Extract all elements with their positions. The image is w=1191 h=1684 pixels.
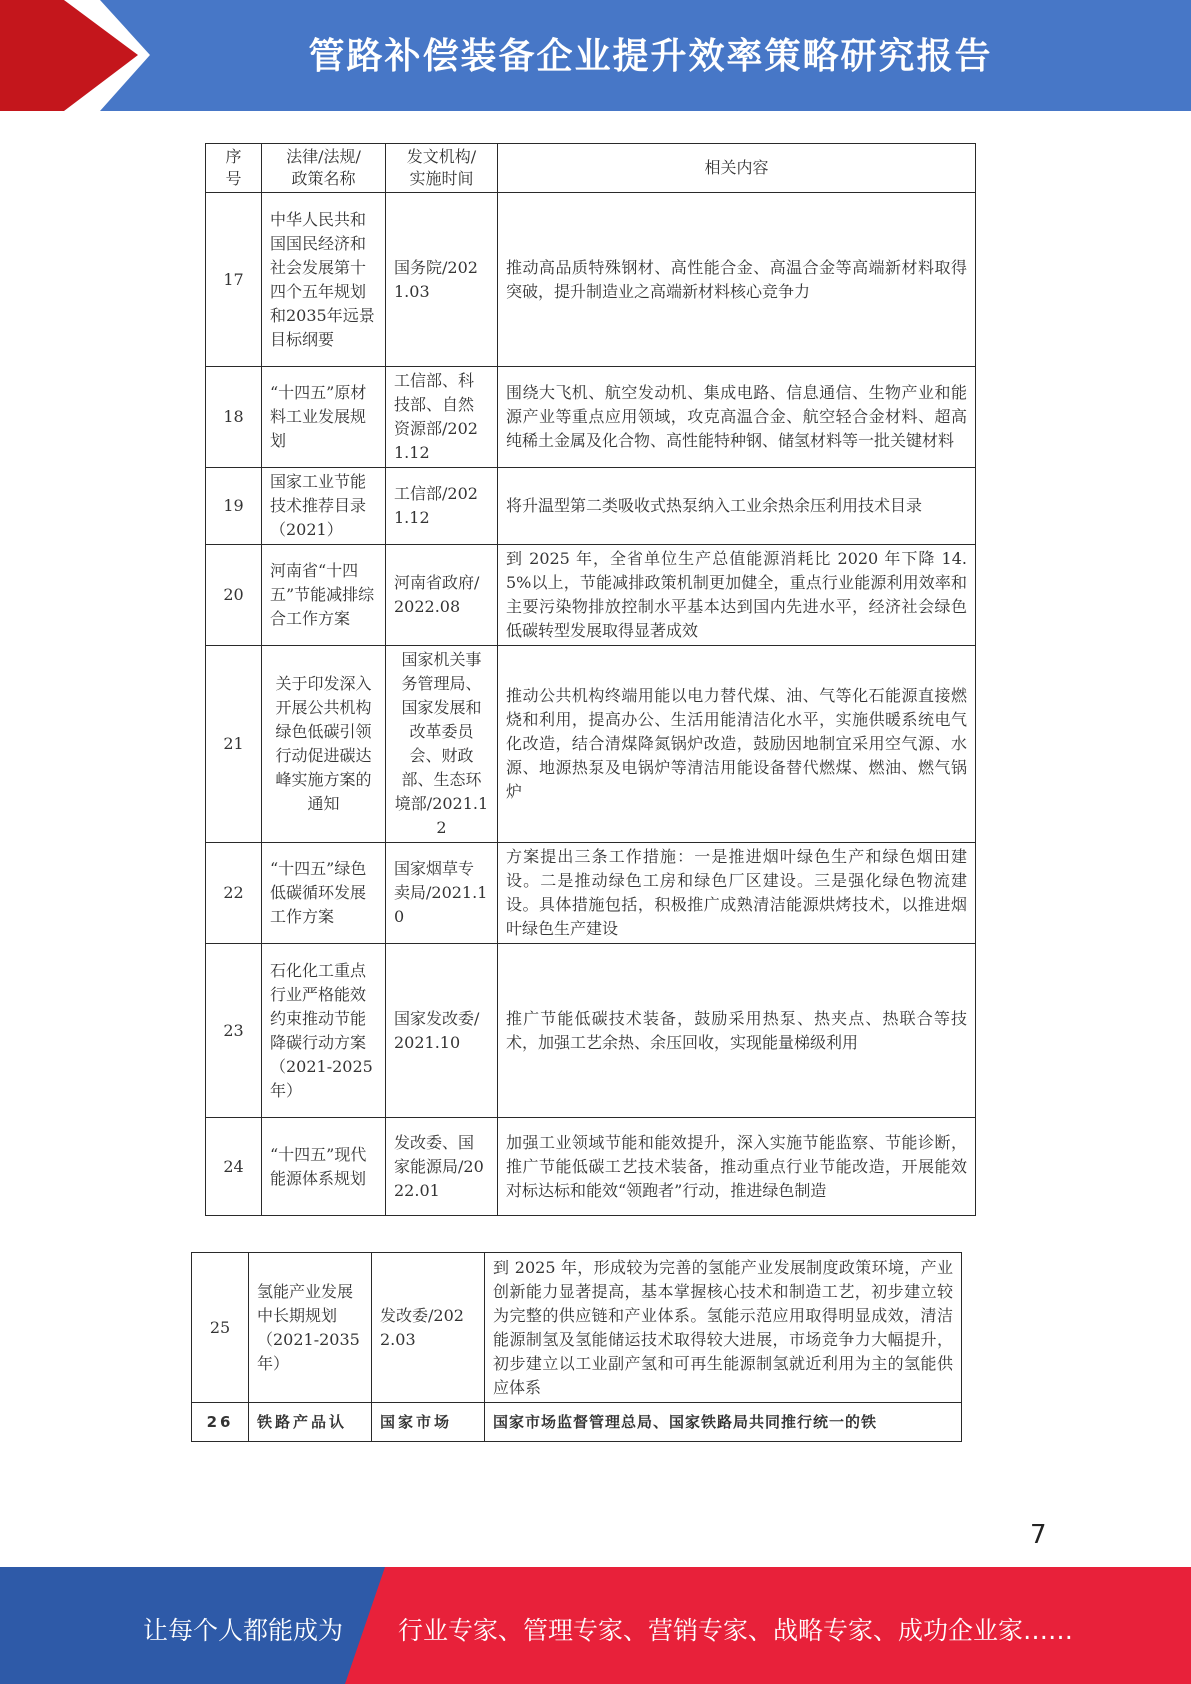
row-num: 19 (206, 468, 262, 545)
row-content: 推广节能低碳技术装备，鼓励采用热泵、热夹点、热联合等技术，加强工艺余热、余压回收，实现能量梯级利用 (498, 944, 976, 1118)
table-header-row (206, 144, 976, 193)
row-num: 17 (206, 193, 262, 367)
row-org: 国家烟草专卖局/2021.10 (386, 843, 498, 944)
report-header (0, 0, 1191, 111)
row-name: “十四五”原材料工业发展规划 (262, 367, 386, 468)
table-row (206, 468, 976, 545)
row-name: “十四五”绿色低碳循环发展工作方案 (262, 843, 386, 944)
table-row (206, 944, 976, 1118)
policy-table (205, 143, 976, 1216)
row-num: 18 (206, 367, 262, 468)
row-num: 20 (206, 545, 262, 646)
row-name: 氢能产业发展中长期规划（2021-2035年） (249, 1253, 372, 1403)
row-name: 石化化工重点行业严格能效约束推动节能降碳行动方案（2021-2025年） (262, 944, 386, 1118)
table-row (192, 1403, 962, 1442)
row-org: 国家发改委/2021.10 (386, 944, 498, 1118)
row-content: 方案提出三条工作措施：一是推进烟叶绿色生产和绿色烟田建设。二是推动绿色工房和绿色厂区建设。三是强化绿色物流建设。具体措施包括，积极推广成熟清洁能源烘烤技术，以推进烟叶绿色生产建设 (498, 843, 976, 944)
table-row (206, 646, 976, 843)
table-row (206, 843, 976, 944)
row-num: 21 (206, 646, 262, 843)
row-name: “十四五”现代能源体系规划 (262, 1118, 386, 1216)
row-num: 25 (192, 1253, 249, 1403)
row-org: 发改委、国家能源局/2022.01 (386, 1118, 498, 1216)
row-org: 国家市场 (372, 1403, 485, 1442)
row-num: 26 (192, 1403, 249, 1442)
row-org: 河南省政府/2022.08 (386, 545, 498, 646)
row-content: 加强工业领域节能和能效提升，深入实施节能监察、节能诊断，推广节能低碳工艺技术装备，推动重点行业节能改造，开展能效对标达标和能效“领跑者”行动，推进绿色制造 (498, 1118, 976, 1216)
row-num: 23 (206, 944, 262, 1118)
row-org: 工信部/2021.12 (386, 468, 498, 545)
header-org: 发文机构/ 实施时间 (386, 144, 498, 193)
table-row (206, 545, 976, 646)
chevron-logo-icon (0, 0, 160, 111)
row-name: 国家工业节能技术推荐目录（2021） (262, 468, 386, 545)
row-content: 国家市场监督管理总局、国家铁路局共同推行统一的铁 (485, 1403, 962, 1442)
row-name: 中华人民共和国国民经济和社会发展第十四个五年规划和2035年远景目标纲要 (262, 193, 386, 367)
table-row (206, 193, 976, 367)
footer-banner (0, 1567, 1191, 1684)
row-content: 推动高品质特殊钢材、高性能合金、高温合金等高端新材料取得突破，提升制造业之高端新材料核心竞争力 (498, 193, 976, 367)
row-num: 24 (206, 1118, 262, 1216)
row-org: 国家机关事务管理局、国家发展和改革委员会、财政部、生态环境部/2021.12 (386, 646, 498, 843)
row-org: 发改委/2022.03 (372, 1253, 485, 1403)
header-content: 相关内容 (498, 144, 976, 193)
header-name: 法律/法规/ 政策名称 (262, 144, 386, 193)
row-content: 围绕大飞机、航空发动机、集成电路、信息通信、生物产业和能源产业等重点应用领域，攻克高温合金、航空轻合金材料、超高纯稀土金属及化合物、高性能特种钢、储氢材料等一批关键材料 (498, 367, 976, 468)
row-content: 将升温型第二类吸收式热泵纳入工业余热余压利用技术目录 (498, 468, 976, 545)
row-name: 河南省“十四五”节能减排综合工作方案 (262, 545, 386, 646)
footer-slogan-right: 行业专家、管理专家、营销专家、战略专家、成功企业家…… (398, 1616, 1074, 1645)
policy-table-continued (191, 1252, 962, 1442)
row-content: 到 2025 年，形成较为完善的氢能产业发展制度政策环境，产业创新能力显著提高，基本掌握核心技术和制造工艺，初步建立较为完整的供应链和产业体系。氢能示范应用取得明显成效，清洁能源制氢及氢能储运技术取得较大进展，市场竞争力大幅提升，初步建立以工业副产氢和可再生能源制氢就近利用为主的氢能供应体系 (485, 1253, 962, 1403)
row-org: 工信部、科技部、自然资源部/2021.12 (386, 367, 498, 468)
table-row (192, 1253, 962, 1403)
table-row (206, 367, 976, 468)
row-name: 关于印发深入开展公共机构绿色低碳引领行动促进碳达峰实施方案的通知 (262, 646, 386, 843)
row-content: 到 2025 年，全省单位生产总值能源消耗比 2020 年下降 14.5%以上，节能减排政策机制更加健全，重点行业能源利用效率和主要污染物排放控制水平基本达到国内先进水平，经济社会绿色低碳转型发展取得显著成效 (498, 545, 976, 646)
row-content: 推动公共机构终端用能以电力替代煤、油、气等化石能源直接燃烧和利用，提高办公、生活用能清洁化水平，实施供暖系统电气化改造，结合清煤降氮锅炉改造，鼓励因地制宜采用空气源、水源、地源热泵及电锅炉等清洁用能设备替代燃煤、燃油、燃气锅炉 (498, 646, 976, 843)
footer-slogan-left: 让每个人都能成为 (143, 1616, 344, 1645)
row-name: 铁路产品认 (249, 1403, 372, 1442)
row-num: 22 (206, 843, 262, 944)
header-num: 序 号 (206, 144, 262, 193)
report-title: 管路补偿装备企业提升效率策略研究报告 (308, 36, 993, 77)
row-org: 国务院/2021.03 (386, 193, 498, 367)
page-number: 7 (1030, 1520, 1047, 1550)
table-row (206, 1118, 976, 1216)
